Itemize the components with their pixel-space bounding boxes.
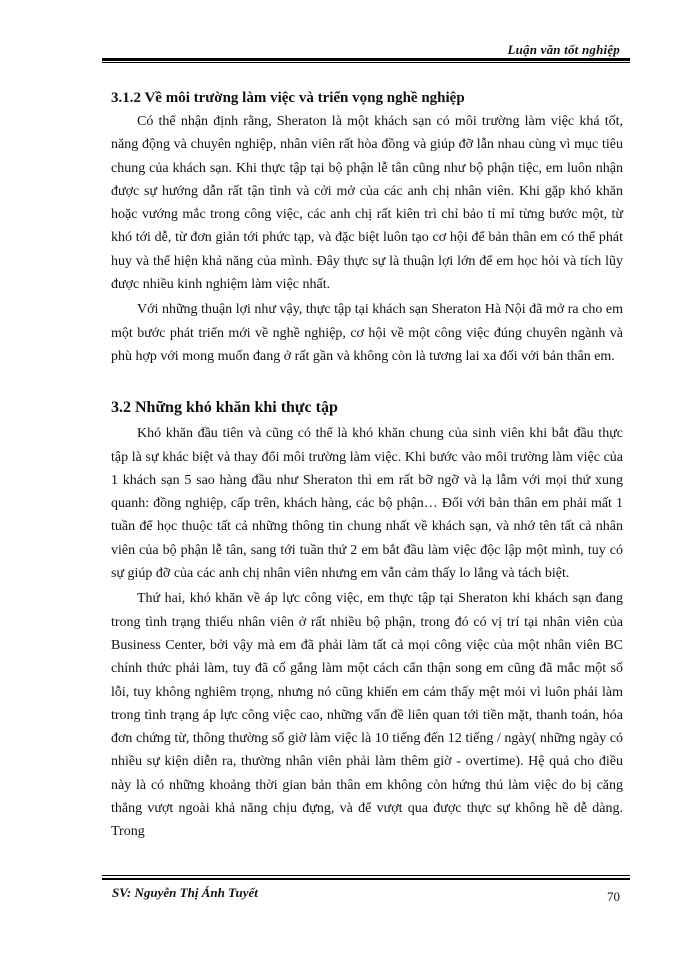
footer-rule xyxy=(102,878,630,880)
paragraph: Với những thuận lợi như vậy, thực tập tại khách sạn Sheraton Hà Nội đã mở ra cho em một bước phát triển mới về nghề nghiệp, cơ hội về một công việc đúng chuyên ngành và phù hợp với mong muốn đang ở rất gần và không còn là tương lai xa đối với bản thân em. xyxy=(111,302,623,364)
section-heading-3-2: 3.2 Những khó khăn khi thực tập xyxy=(111,399,338,417)
paragraph: Thứ hai, khó khăn về áp lực công việc, em thực tập tại Sheraton khi khách sạn đang trong tình trạng thiếu nhân viên ở rất nhiều bộ phận, trong đó có vị trí tại nhân viên của Business Center, bởi vậy mà em đã phải làm tất cả mọi công việc của một nhân viên BC chính thức phải làm, tuy đã cố gắng làm một cách cẩn thận song em cũng đã mắc một số lỗi, tuy không nghiêm trọng, nhưng nó cũng khiến em cảm thấy mệt mỏi vì luôn phải làm trong tình trạng áp lực công việc cao, những vấn đề liên quan tới tiền mặt, thanh toán, hóa đơn chứng từ, thông thường số giờ làm việc là 10 tiếng đến 12 tiếng / ngày( những ngày có nhiều sự kiện diễn ra, thường nhân viên phải làm thêm giờ - overtime). Hệ quả cho điều này là có những khoảng thời gian bản thân em không còn hứng thú làm việc do bị căng thẳng vượt ngoài khả năng chịu đựng, và để vượt qua được thực sự không hề dễ dàng. Trong xyxy=(111,591,623,840)
page-body xyxy=(111,88,623,844)
paragraph: Khó khăn đầu tiên và cũng có thể là khó khăn chung của sinh viên khi bắt đầu thực tập là sự khác biệt và thay đổi môi trường làm việc. Khi bước vào môi trường làm việc của 1 khách sạn 5 sao hàng đầu như Sheraton thì em rất bỡ ngỡ và lạ lẫm với mọi thứ xung quanh: đồng nghiệp, cấp trên, khách hàng, các bộ phận… Đối với bản thân em phải mất 1 tuần để học thuộc tất cả những thông tin chung nhất về khách sạn, và nhớ tên tất cả nhân viên của bộ phận lễ tân, sang tới tuần thứ 2 em bắt đầu làm việc độc lập một mình, tuy có sự giúp đỡ của các anh chị nhân viên nhưng em vẫn cảm thấy lo lắng và tách biệt. xyxy=(111,426,623,582)
page-footer xyxy=(102,875,630,915)
paragraph: Có thể nhận định rằng, Sheraton là một khách sạn có môi trường làm việc khá tốt, năng động và chuyên nghiệp, nhân viên rất hòa đồng và giúp đỡ lẫn nhau cùng vì mục tiêu chung của khách sạn. Khi thực tập tại bộ phận lễ tân cũng như bộ phận tiệc, em luôn nhận được sự hướng dẫn rất tận tình và cởi mở của các anh chị nhân viên. Khi gặp khó khăn hoặc vướng mắc trong công việc, các anh chị rất kiên trì chỉ bảo tỉ mỉ từng bước một, từ khó tới dễ, từ đơn giản tới phức tạp, và đặc biệt luôn tạo cơ hội để bản thân em có thể phát huy và thể hiện khả năng của mình. Đây thực sự là thuận lợi lớn để em học hỏi và tích lũy được nhiều kinh nghiệm làm việc nhất. xyxy=(111,114,623,293)
footer-author: SV: Nguyễn Thị Ánh Tuyết xyxy=(112,885,258,900)
footer-rule-thin xyxy=(102,875,630,876)
section-heading-3-1-2: 3.1.2 Về môi trường làm việc và triển vọng nghề nghiệp xyxy=(111,90,465,106)
page-header xyxy=(102,36,630,64)
page-number: 70 xyxy=(607,889,620,904)
header-title: Luận văn tốt nghiệp xyxy=(507,42,620,57)
header-rule xyxy=(102,58,630,61)
header-rule-thin xyxy=(102,62,630,63)
